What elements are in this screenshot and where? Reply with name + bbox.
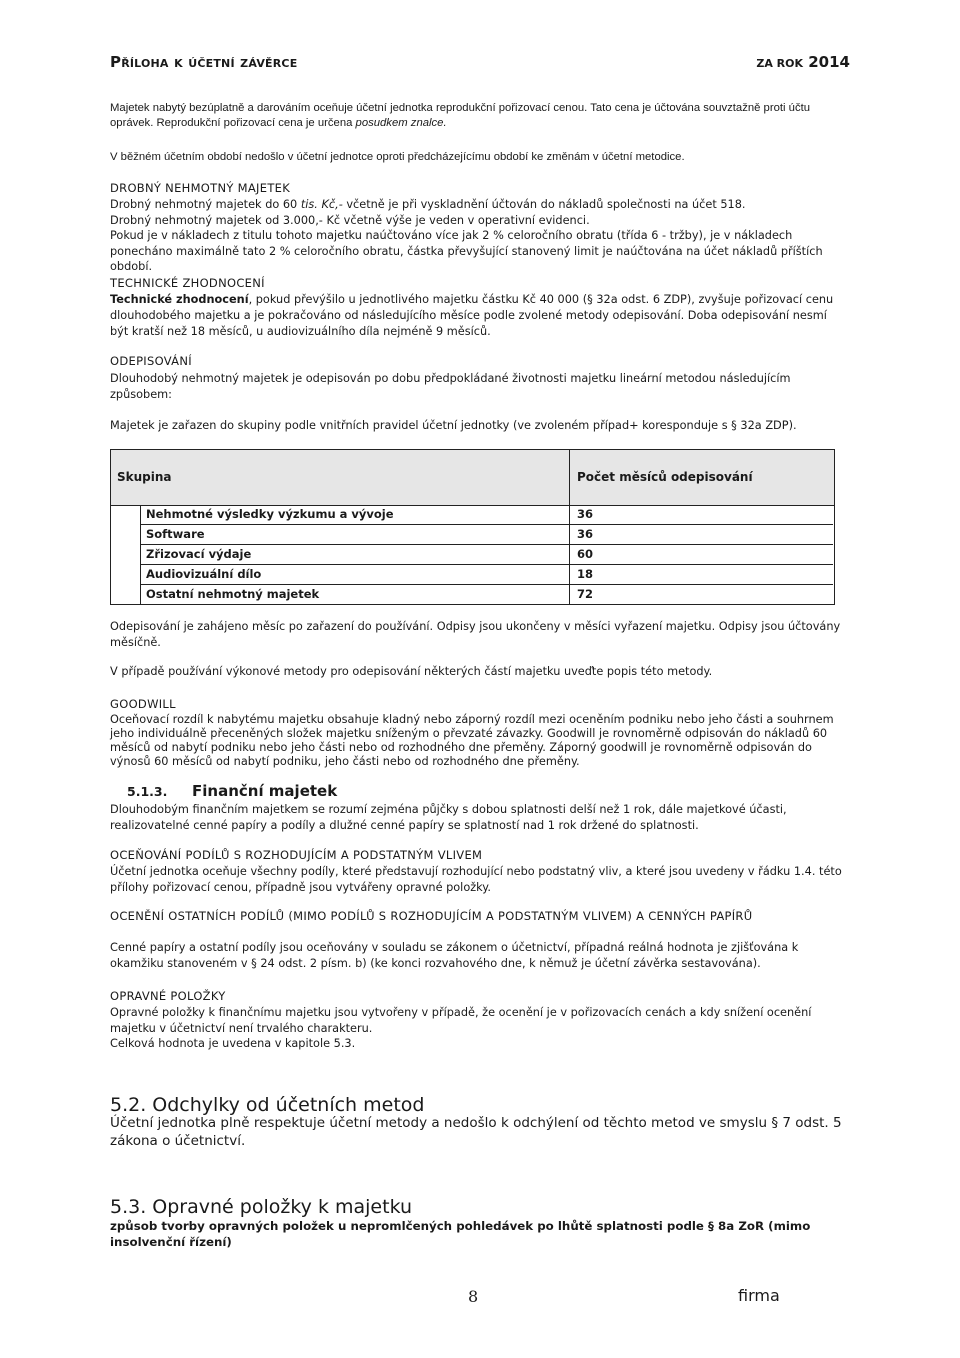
odepisovani-paragraph-1: Dlouhodobý nehmotný majetek je odepisován po dobu předpokládané životnosti majetku lineární metodou následujícím způsobem: [110, 372, 791, 401]
table-cell-group: Software [146, 527, 205, 541]
table-cell-months: 18 [577, 567, 594, 581]
financni-paragraph: Dlouhodobým finančním majetkem se rozumí zejména půjčky s dobou splatnosti delší než 1 rok, dále majetkové účasti, realizovatelné cenné papíry a podíly a dlužné cenné papíry se splatností nad 1 rok držené do splatnosti. [110, 803, 787, 832]
technicke-bold: Technické zhodnocení [110, 293, 249, 306]
intro-text: Majetek nabytý bezúplatně a darováním oceňuje účetní jednotka reprodukční pořizovací cenou. Tato cena je účtována souvztažně proti účtu oprávek. Reprodukční pořizovací cena je určena [110, 102, 811, 129]
section-heading-goodwill: GOODWILL [110, 697, 176, 711]
table-cell-group: Ostatní nehmotný majetek [146, 587, 320, 601]
opravne-paragraph: Opravné položky k finančnímu majetku jsou vytvořeny v případě, že ocenění je v pořizovacích cenách a kdy snížení ocenění majetku v účetnictví není trvalého charakteru. [110, 1006, 812, 1035]
table-cell-months: 36 [577, 527, 594, 541]
oceneni-ostatnich-paragraph: Cenné papíry a ostatní podíly jsou oceňovány v souladu se zákonem o účetnictví, případná reálná hodnota je zjišťována k okamžiku stanoveném v § 24 odst. 2 písm. b) (ke konci rozvahového dne, k němuž je účetní závěrka sestavována). [110, 941, 799, 970]
table-cell-divider [569, 585, 570, 604]
header-title [110, 53, 297, 71]
header-title-prefix: Příloha k [110, 53, 183, 71]
table-row [140, 565, 833, 585]
subsection-title: Finanční majetek [192, 782, 338, 800]
section-title-5-3: 5.3. Opravné položky k majetku [110, 1196, 413, 1218]
section-heading-oceneni-podilu: OCEŇOVÁNÍ PODÍLŮ S ROZHODUJÍCÍM A PODSTATNÝM VLIVEM [110, 848, 483, 862]
intro-paragraph-1 [110, 101, 848, 130]
table-row [140, 545, 833, 565]
page-number: 8 [468, 1287, 479, 1306]
table-cell-group: Nehmotné výsledky výzkumu a vývoje [146, 507, 394, 521]
table-cell-divider [569, 545, 570, 564]
table-header-group: Skupina [117, 470, 172, 484]
technicke-text: , pokud převýšilo u jednotlivého majetku částku Kč 40 000 (§ 32a odst. 6 ZDP), zvyšuje pořizovací cenu dlouhodobého majetku a je pokračováno od následujícího měsíce podle zvolené metody odepisování. Doba odepisování nesmí být kratší než 18 měsíců, u audiovizuálního díla nejméně 9 měsíců. [110, 293, 834, 338]
after-table-paragraph-2: V případě používání výkonové metody pro odepisování některých částí majetku uveďte popis této metody. [110, 665, 713, 678]
header-year [756, 53, 850, 71]
header-year-label: ZA ROK [756, 57, 804, 70]
opravne-paragraph-2: Celková hodnota je uvedena v kapitole 5.3. [110, 1037, 356, 1050]
section-heading-drobny: DROBNÝ NEHMOTNÝ MAJETEK [110, 181, 291, 195]
table-header-months: Počet měsíců odepisování [577, 470, 753, 484]
drobny-line-1b: tis. Kč,- [300, 198, 343, 211]
table-body [140, 505, 833, 604]
drobny-line-2: Drobný nehmotný majetek od 3.000,- Kč včetně výše je veden v operativní evidenci. [110, 214, 590, 227]
oceneni-podilu-paragraph: Účetní jednotka oceňuje všechny podíly, které představují rozhodující nebo podstatný vliv, a které jsou uvedeny v řádku 1.4. této přílohy pořizovací cenou, případně jsou vytvářeny opravné položky. [110, 865, 842, 894]
table-cell-divider [569, 505, 570, 524]
footer-firm: firma [738, 1286, 780, 1305]
section-5-3-paragraph: způsob tvorby opravných položek u nepromlčených pohledávek po lhůtě splatnosti podle § 8a ZoR (mimo insolvenční řízení) [110, 1219, 811, 1249]
table-cell-group: Zřizovací výdaje [146, 547, 252, 561]
table-cell-months: 60 [577, 547, 594, 561]
after-table-paragraph-1: Odepisování je zahájeno měsíc po zařazení do používání. Odpisy jsou ukončeny v měsíci vyřazení majetku. Odpisy jsou účtovány měsíčně. [110, 620, 841, 649]
section-heading-odepisovani: ODEPISOVÁNÍ [110, 354, 192, 368]
section-5-2-paragraph: Účetní jednotka plně respektuje účetní metody a nedošlo k odchýlení od těchto metod ve smyslu § 7 odst. 5 zákona o účetnictví. [110, 1115, 842, 1149]
depreciation-table [110, 449, 835, 605]
drobny-line-1 [110, 197, 848, 213]
technicke-paragraph [110, 292, 848, 340]
table-row [140, 585, 833, 604]
table-header [111, 450, 834, 506]
table-cell-months: 36 [577, 507, 594, 521]
subsection-number: 5.1.3. [127, 784, 168, 799]
drobny-line-1c: včetně je při vyskladnění účtován do nákladů společnosti na účet 518. [342, 198, 746, 211]
page-header [110, 53, 850, 77]
drobny-line-3: Pokud je v nákladech z titulu tohoto majetku naúčtováno více jak 2 % celoročního obratu (třída 6 - tržby), je v nákladech ponecháno maximálně tato 2 % celoročního obratu, částka převyšující stanovený limit je naúčtována na účet nákladů příštích období. [110, 229, 823, 273]
section-heading-technicke: TECHNICKÉ ZHODNOCENÍ [110, 276, 265, 290]
intro-text-italic: posudkem znalce. [355, 116, 447, 129]
table-row [140, 525, 833, 545]
table-cell-months: 72 [577, 587, 594, 601]
table-header-divider [569, 450, 570, 505]
goodwill-paragraph: Oceňovací rozdíl k nabytému majetku obsahuje kladný nebo záporný rozdíl mezi oceněním podniku nebo jeho části a souhrnem jeho individuálně přeceněných složek majetku sníženým o převzaté závazky. Goodwill je rovnoměrně odpisován do nákladů 60 měsíců od nabytí podniku nebo jeho části nebo od rozhodného dne přeměny. Záporný goodwill je rovnoměrně odpisován do výnosů 60 měsíců od nabytí podniku, jeho části nebo od rozhodného dne přeměny. [110, 713, 834, 768]
table-cell-group: Audiovizuální dílo [146, 567, 262, 581]
table-row [140, 505, 833, 525]
section-heading-opravne: OPRAVNÉ POLOŽKY [110, 989, 226, 1003]
intro-paragraph-2: V běžném účetním období nedošlo v účetní jednotce oproti předcházejícímu období ke změnám v účetní metodice. [110, 151, 685, 163]
section-heading-oceneni-ostatnich: OCENĚNÍ OSTATNÍCH PODÍLŮ (MIMO PODÍLŮ S ROZHODUJÍCÍM A PODSTATNÝM VLIVEM) A CENNÝCH PAPÍRŮ [110, 909, 753, 923]
table-cell-divider [569, 565, 570, 584]
header-year-value: 2014 [808, 53, 850, 71]
odepisovani-paragraph-2: Majetek je zařazen do skupiny podle vnitřních pravidel účetní jednotky (ve zvoleném případ+ koresponduje s § 32a ZDP). [110, 419, 797, 432]
table-cell-divider [569, 525, 570, 544]
section-title-5-2: 5.2. Odchylky od účetních metod [110, 1094, 425, 1116]
header-title-rest: účetní závěrce [188, 53, 298, 71]
drobny-line-1a: Drobný nehmotný majetek do 60 [110, 198, 301, 211]
